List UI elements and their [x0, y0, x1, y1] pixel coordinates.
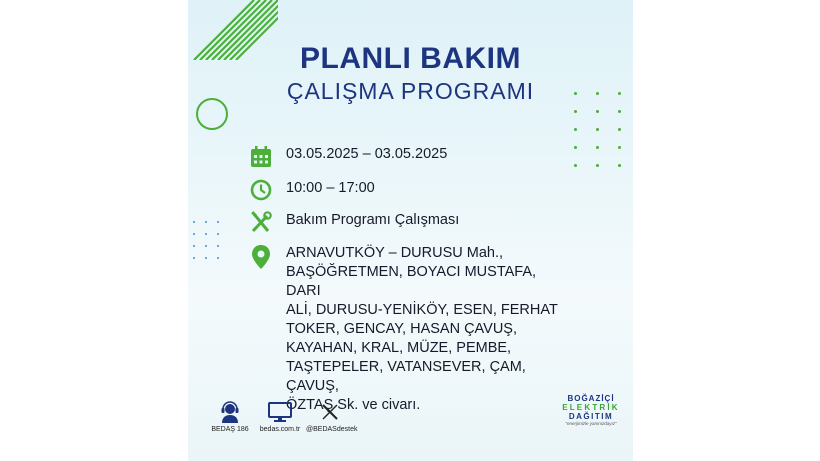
area-list: [286, 244, 566, 415]
footer-support[interactable]: [210, 398, 250, 433]
work-row: [250, 211, 459, 235]
date-row: [250, 145, 447, 169]
date-range-text: 03.05.2025 – 03.05.2025: [286, 146, 448, 162]
maintenance-card: [188, 0, 633, 461]
area-line: ARNAVUTKÖY – DURUSU Mah.,: [286, 245, 504, 261]
tools-icon: [250, 211, 272, 235]
area-line: TOKER, GENCAY, HASAN ÇAVUŞ,: [286, 321, 517, 337]
logo-line-3: DAĞITIM: [568, 412, 614, 421]
footer-x-account[interactable]: [306, 398, 358, 433]
area-line: ALİ, DURUSU-YENİKÖY, ESEN, FERHAT: [286, 302, 558, 318]
location-pin-icon: [250, 244, 272, 270]
monitor-icon: [268, 402, 292, 422]
page-title: PLANLI BAKIM: [300, 42, 521, 75]
x-account-label: @BEDASdestek: [306, 426, 358, 433]
area-line: BAŞÖĞRETMEN, BOYACI MUSTAFA, DARI: [286, 264, 537, 299]
work-type-text: Bakım Programı Çalışması: [286, 212, 460, 228]
website-label: bedas.com.tr: [259, 426, 301, 433]
page-subtitle: ÇALIŞMA PROGRAMI: [286, 78, 535, 104]
clock-icon: [250, 179, 272, 203]
decorative-dots-left: [193, 221, 220, 259]
logo-line-2: ELEKTRİK: [562, 403, 620, 412]
calendar-icon: [250, 145, 272, 169]
headset-agent-icon: [220, 401, 240, 423]
area-line: KAYAHAN, KRAL, MÜZE, PEMBE,: [286, 340, 512, 356]
logo-line-1: BOĞAZİÇİ: [567, 394, 615, 403]
time-range-text: 10:00 – 17:00: [286, 180, 375, 196]
support-label: BEDAŞ 186: [211, 426, 249, 433]
x-logo-icon: [321, 403, 339, 421]
time-row: [250, 179, 375, 203]
bogazici-logo: [558, 394, 624, 426]
footer-website[interactable]: [250, 398, 310, 433]
area-line: TAŞTEPELER, VATANSEVER, ÇAM, ÇAVUŞ,: [286, 359, 526, 394]
logo-slogan: "enerjimizle yanınızdayız": [565, 421, 617, 426]
area-line: ÖZTAŞ Sk. ve civarı.: [286, 397, 421, 413]
area-row: [250, 244, 566, 415]
